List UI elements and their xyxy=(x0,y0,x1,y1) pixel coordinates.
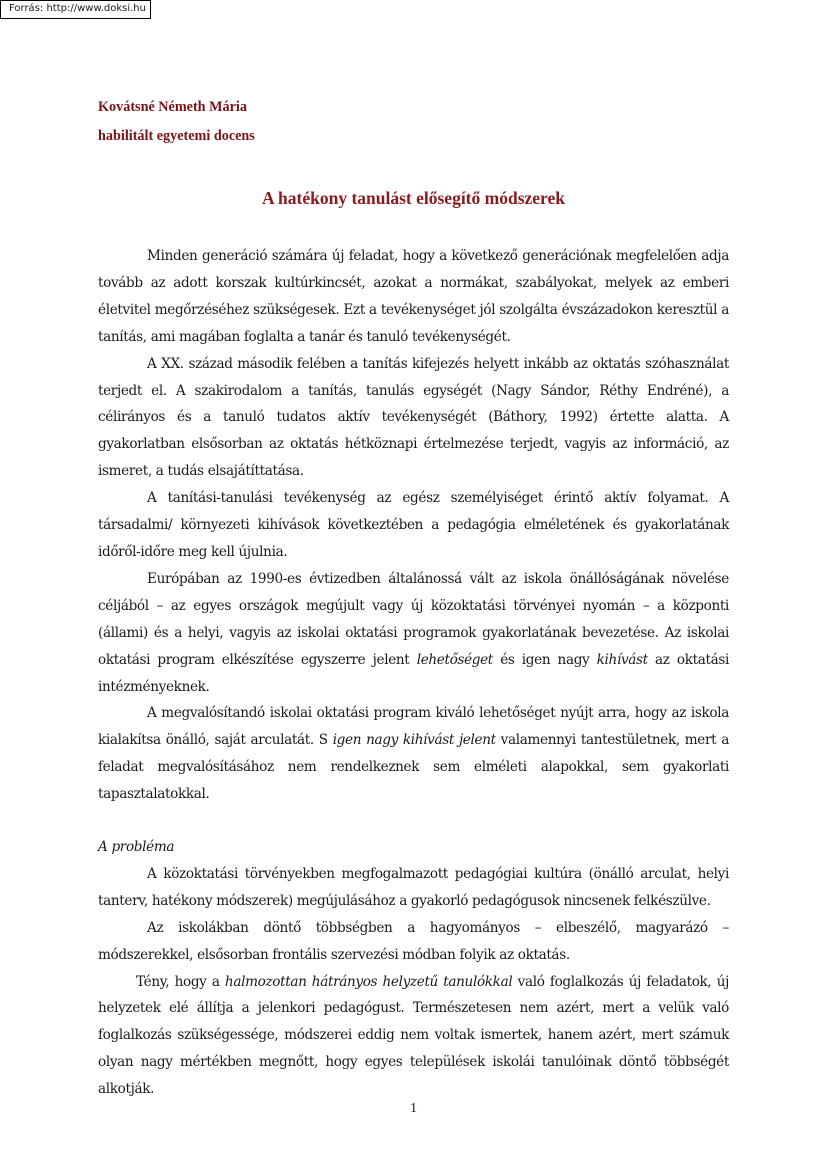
emphasis: halmozottan hátrányos helyzetű tanulókkal xyxy=(224,973,513,990)
document-body xyxy=(98,243,729,1103)
document-title: A hatékony tanulást elősegítő módszerek xyxy=(261,188,565,208)
emphasis: igen nagy kihívást jelent xyxy=(332,732,496,749)
source-label: Forrás: http://www.doksi.hu xyxy=(0,0,151,19)
section-heading: A probléma xyxy=(98,839,175,856)
paragraph-text: A megvalósítandó iskolai oktatási program kiváló lehetőséget nyújt arra, hogy az iskola kialakítsa önálló, saját arculatát. S xyxy=(98,705,729,749)
emphasis: kihívást xyxy=(596,651,648,668)
paragraph-text: az oktatási intézményeknek. xyxy=(98,651,729,695)
paragraph: Az iskolákban döntő többségben a hagyományos – elbeszélő, magyarázó – módszerekkel, elsősorban frontális szervezési módban folyik az oktatás. xyxy=(98,919,729,963)
paragraph xyxy=(98,969,729,1104)
paragraph-text: Európában az 1990-es évtizedben általánossá vált az iskola önállóságának növelése céljából – az egyes országok megújult vagy új közoktatási törvényei nyomán – a központi (állami) és a helyi, vagyis az iskolai oktatási programok gyakorlatának bevezetése. Az iskolai oktatási program elkészítése egyszerre jelent xyxy=(98,570,729,668)
author-name: Kovátsné Németh Mária xyxy=(98,99,247,115)
paragraph-text: valamennyi tantestületnek, mert a feladat megvalósításához nem rendelkeznek sem elméleti alapokkal, sem gyakorlati tapasztalatokkal. xyxy=(98,732,729,803)
paragraph: A tanítási-tanulási tevékenység az egész személyiséget érintő aktív folyamat. A társadalmi/ környezeti kihívások következtében a pedagógia elméletének és gyakorlatának időről-időre meg kell újulnia. xyxy=(98,490,729,560)
paragraph xyxy=(98,566,729,701)
author-title: habilitált egyetemi docens xyxy=(98,128,255,144)
paragraph: Minden generáció számára új feladat, hogy a következő generációnak megfelelően adja tovább az adott korszak kultúrkincsét, azokat a normákat, szabályokat, melyek az emberi életvitel megőrzéséhez szükségesek. Ezt a tevékenységet jól szolgálta évszázadokon keresztül a tanítás, ami magában foglalta a tanár és tanuló tevékenységét. xyxy=(98,248,729,345)
emphasis: lehetőséget xyxy=(416,651,493,668)
page-number: 1 xyxy=(410,1101,417,1116)
paragraph-text: való foglalkozás új feladatok, új helyzetek elé állítja a jelenkori pedagógust. Természetesen nem azért, mert a velük való foglalkozás szükségessége, módszerei eddig nem voltak ismertek, hanem azért, mert számuk olyan nagy mértékben megnőtt, hogy egyes települések iskolái tanulóinak döntő többségét alkotják. xyxy=(98,973,729,1098)
paragraph xyxy=(98,700,729,808)
paragraph: A közoktatási törvényekben megfogalmazott pedagógiai kultúra (önálló arculat, helyi tanterv, hatékony módszerek) megújulásához a gyakorló pedagógusok nincsenek felkészülve. xyxy=(98,865,729,909)
paragraph-text: és igen nagy xyxy=(492,651,597,668)
paragraph-text: Tény, hogy a xyxy=(136,973,225,990)
paragraph: A XX. század második felében a tanítás kifejezés helyett inkább az oktatás szóhasználat terjedt el. A szakirodalom a tanítás, tanulás egységét (Nagy Sándor, Réthy Endréné), a célirányos és a tanuló tudatos aktív tevékenységét (Báthory, 1992) értette alatta. A gyakorlatban elsősorban az oktatás hétköznapi értelmezése terjedt, vagyis az információ, az ismeret, a tudás elsajátíttatása. xyxy=(98,355,729,480)
